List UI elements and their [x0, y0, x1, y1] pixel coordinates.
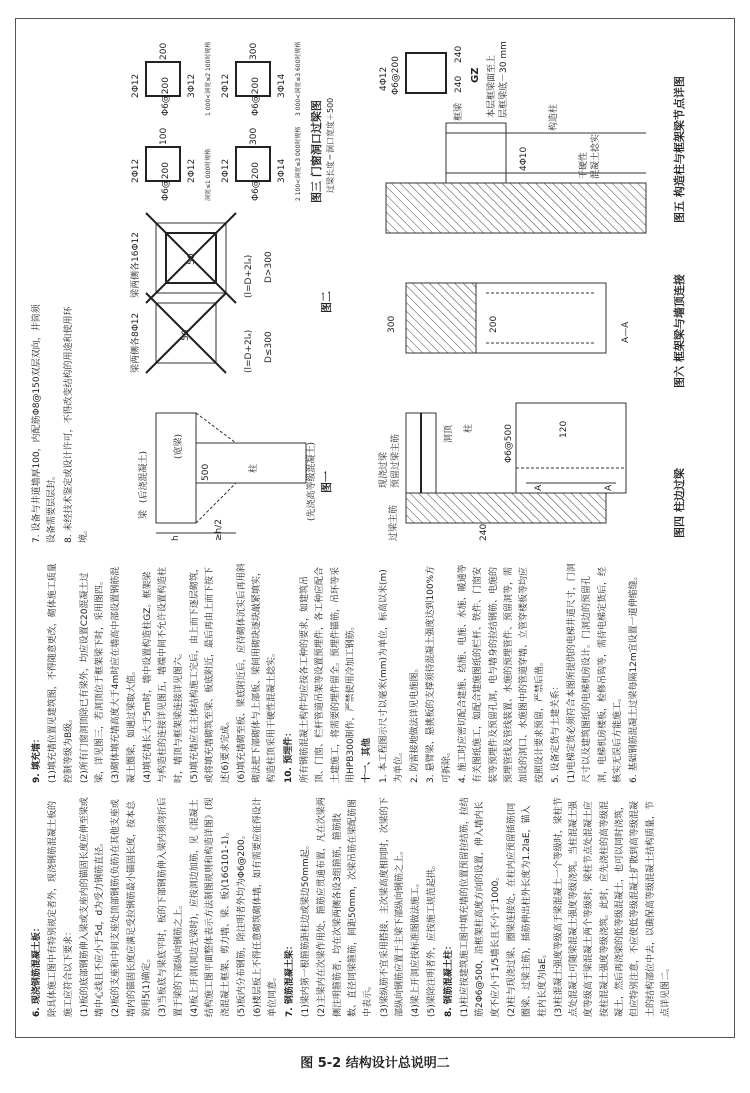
note-paragraph: 十一、其他 — [362, 737, 373, 783]
fig6-section: A—A — [621, 321, 631, 343]
fig4-top: 洞顶 — [444, 424, 454, 443]
lintel-stir-label: Φ6@200 — [251, 162, 261, 201]
lintel-bot-label: 3Φ14 — [277, 73, 287, 98]
note-paragraph: (3)柱混凝土强度等级高于梁混凝土一个等级时，梁柱节点处混凝土可随梁混凝土强度等级浇筑。当柱混凝土强度等级高于梁混凝土两个等级时，梁柱节点处混凝土应按柱混凝土强度等级浇筑。此时，应先浇柱的高等级混凝土，然后再浇梁的低等级混凝土，也可以同时浇筑，但应特别注意，不应使低等级混凝土扩散到高等级混凝土的结构部位中去，以确保高等级混凝土结构质量，节点详见图二。 — [553, 797, 671, 1017]
fig5-240b: 240 — [454, 45, 464, 63]
note-paragraph: (2)柱与现浇过梁、圈梁连接处，在柱内应预留插筋(同圈梁、过梁主筋)，插筋伸出柱外长度为1.2laE，锚入柱内长度为laE。 — [506, 802, 548, 1017]
lintel-dim-label: 300 — [249, 127, 259, 145]
note-paragraph: (1)填充墙位置见建筑图，不得随意更改，砌体施工质量控制等级为B级。 — [48, 563, 74, 783]
lintel-top-label: 2Φ12 — [131, 73, 141, 98]
fig4-main-bar: 过梁主筋 — [389, 504, 399, 541]
note-paragraph: 7. 钢筋混凝土梁： — [284, 941, 295, 1017]
note-paragraph: 所有钢筋混凝土构件均应按各工种的要求，如建筑吊顶、门窗、栏杆管道吊架等设置预埋件，各工种应配合土建施工，将需要的埋件留全。预埋件锚筋，吊环等采用HPB300制作，严禁使用冷加工钢筋。 — [300, 566, 356, 783]
note-paragraph: (1)电梯定货必须符合本图所提供的电梯井道尺寸，门洞尺寸以及建筑图纸的电梯机房设计。门洞边的预留孔洞，电梯机房楼板，检修吊钩等，需待电梯定货后，经核实无误后方能施工。 — [567, 563, 623, 783]
fig1-beam: 梁 — [139, 509, 149, 519]
fig4-a2: A — [604, 484, 614, 491]
figure-4 — [366, 383, 666, 543]
notes-column-1 — [30, 797, 720, 1017]
lintel-top-label: 2Φ12 — [131, 158, 141, 183]
note-paragraph: 2. 防雷接地做法详见电施图。 — [410, 663, 421, 783]
figure-1 — [126, 403, 333, 543]
lintel-stir-label: Φ6@200 — [251, 77, 261, 116]
note-paragraph: (4)填充墙长大于5m时，墙中设置构造柱GZ。框架梁与构造柱的连接详见图五，墙端中间不允许设置构造柱时，墙顶与框架梁连接详见图六。 — [143, 566, 184, 783]
fig6-200: 200 — [489, 315, 499, 333]
figure-3-title: 图三 门窗洞口过梁图 — [310, 100, 323, 203]
fig5-rebar: 4Φ10 — [519, 146, 529, 171]
note-paragraph: 1. 本工程图示尺寸以毫米(mm)为单位，标高以米(m)为单位。 — [378, 569, 404, 783]
note-paragraph: (3)梁纵筋不宜采用搭接，主次梁高度相同时，次梁的下部纵向钢筋应置于主梁下部纵向钢筋之上。 — [379, 797, 405, 1017]
lintel-range-label: 洞宽≤1 000时规格 — [205, 148, 212, 201]
lintel-sections — [126, 33, 306, 203]
notes-column-3 — [30, 303, 89, 543]
figure-2 — [126, 213, 333, 383]
note-paragraph: (6)填充墙砌至板、梁底附近后，应待砌体沉实后再用斜砌法把下部砌体与上部板、梁间用砌块逐块敲紧填实，构造柱顶采用干硬性混凝土捻实。 — [236, 563, 278, 783]
note-paragraph: (5)填充墙应在主体结构施工完后，由上而下逐层砌筑，或将填充墙砌筑至梁、板底附近，最后再由上而下按下述(6)要求完成。 — [189, 563, 231, 783]
note-paragraph: 5. 设备定货与土建关系： — [550, 681, 561, 783]
lintel-top-label: 2Φ12 — [221, 158, 231, 183]
fig2-len-b: (l=D+2lₐ) — [244, 254, 254, 298]
note-paragraph: 10. 预埋件： — [283, 727, 294, 783]
lintel-top-label: 2Φ12 — [221, 73, 231, 98]
note-paragraph: (4)梁上开洞应按标准图做法施工。 — [411, 878, 422, 1017]
fig5-column: 构造柱 — [549, 103, 559, 131]
figure-2-title: 图二 — [320, 291, 333, 313]
figure-2-drawing — [126, 213, 316, 383]
fig4-a1: A — [534, 484, 544, 491]
fig5-note1: 本层框梁面至上 — [487, 54, 497, 118]
lintel-bot-label: 3Φ14 — [277, 158, 287, 183]
notes-column-2 — [30, 563, 720, 783]
fig4-column: 柱 — [464, 423, 474, 433]
fig4-120: 120 — [559, 420, 569, 438]
lintel-section — [216, 38, 304, 118]
fig1-beam-note: (后浇混凝土) — [139, 450, 149, 503]
figure-1-drawing — [126, 403, 316, 543]
rotated-content — [16, 19, 736, 1039]
note-paragraph: (2)所有门窗洞顶除已有梁外，均应设置C20混凝土过梁，详见图三，若洞顶位于框架梁下时，采用图四。 — [79, 572, 106, 783]
fig4-reserved: 预留过梁主筋 — [391, 433, 401, 488]
fig2-d-small: D≤300 — [264, 331, 274, 363]
lintel-stir-label: Φ6@200 — [161, 162, 171, 201]
fig2-len-a: (l=D+2lₐ) — [244, 329, 254, 373]
drawing-sheet — [15, 18, 735, 1038]
figure-1-title: 图一 — [320, 471, 333, 493]
note-paragraph: (2)主梁内在次梁作用处，箍筋应贯通布置，凡在次梁两侧注明箍筋者，均在次梁两侧各设3组箍筋，箍筋肢数、直径同梁箍筋，间距50mm，次梁吊筋在梁配筋图中表示。 — [317, 797, 374, 1017]
fig1-wide-beam: (宽梁) — [174, 433, 184, 459]
fig1-column: 柱 — [249, 463, 259, 473]
note-paragraph: 8. 钢筋混凝土柱： — [443, 941, 454, 1017]
fig1-half-h: ≥h/2 — [214, 518, 224, 541]
note-paragraph: (1)板的底部钢筋伸入梁或支座内的锚固长度应伸至梁或墙中心线且不应小于5d，d为受力钢筋直径。 — [79, 797, 106, 1017]
lintel-bot-label: 3Φ12 — [187, 73, 197, 98]
note-paragraph: 3. 悬臂梁、悬挑板的支撑须待混凝土强度达到100%方可拆除。 — [426, 565, 452, 783]
fig4-240: 240 — [479, 523, 489, 541]
figure-6 — [366, 253, 666, 373]
figure-3-subtitle: 过梁长度＝洞口宽度＋500 — [326, 97, 335, 193]
fig2-d-large: D>300 — [264, 251, 274, 283]
lintel-dim-label: 300 — [249, 42, 259, 60]
fig6-300: 300 — [387, 315, 397, 333]
fig5-gz-rebar: 4Φ12 — [379, 66, 389, 91]
figure-6-drawing — [366, 253, 666, 373]
note-paragraph: (5)板内分布钢筋，除注明者外均为Φ6@200。 — [236, 830, 247, 1017]
lintel-bot-label: 2Φ12 — [187, 158, 197, 183]
lintel-dim-label: 200 — [159, 42, 169, 60]
lintel-section — [216, 123, 304, 203]
figure-3 — [126, 33, 335, 203]
fig4-lintel: 现浇过梁 — [379, 451, 389, 488]
fig5-dry2: 混凝土捻实 — [591, 133, 601, 179]
note-paragraph: 4. 施工时应密切配合建施、结施、电施、水施、暖通等有关图纸施工，如配合建施图纸的栏杆、铁件、门窗安装等预埋件及预留孔洞，电与墙身的拉结钢筋、电施的预埋管线及管线装置、水施的预埋管件、预留洞等，需加设的洞口、水施图中的管道穿墙、立管穿楼板等均应按照设计要求预留，严禁后凿。 — [458, 564, 545, 783]
note-paragraph: (4)板上开洞(洞边无梁时)，应按洞边加筋，见《混凝土结构施工图平面整体表示方法制图规则和构造详图》(现浇混凝土框架、剪力墙、梁、板)(16G101-1)。 — [189, 797, 231, 1017]
lintel-section — [126, 123, 214, 203]
note-paragraph: 7. 设备与井道墙厚100，内配筋Φ8@150双层双向，井筒须设备需要层层封。 — [32, 304, 58, 543]
fig5-dry: 干硬性 — [579, 151, 589, 179]
note-paragraph: (1)柱应按建筑施工图中填充墙的位置预留拉结筋，拉结筋2Φ6@500，沿框架柱高度方向的设置，伸入墙内长度不应小于1/5墙长且不小于1000。 — [460, 797, 501, 1017]
fig5-gz-stirrup: Φ6@200 — [391, 56, 401, 95]
note-paragraph: 8. 未经技术鉴定或设计许可，不得改变结构的用途和使用环境。 — [63, 306, 89, 543]
lintel-section — [126, 38, 214, 118]
fig4-spacing: Φ6@500 — [504, 424, 514, 463]
fig2-dim-b: 50 — [187, 253, 197, 265]
note-paragraph: 6. 基础钢筋混凝土过梁每隔12m宜设置一道伸缩缝。 — [629, 571, 640, 783]
lintel-dim-label: 100 — [159, 127, 169, 145]
figure-caption: 图 5-2 结构设计总说明二 — [300, 1056, 450, 1071]
note-paragraph: (3)砌体填充墙高度大于4m时应在墙高中部设置钢筋混凝土圈梁，如遇过梁取大值。 — [111, 566, 137, 783]
fig5-gz: GZ — [470, 67, 481, 83]
note-paragraph: 9. 填充墙： — [32, 734, 42, 783]
lintel-stir-label: Φ6@200 — [161, 77, 171, 116]
figure-4-drawing — [366, 383, 666, 543]
figure-5 — [366, 33, 666, 243]
figure-5-drawing — [366, 33, 666, 243]
note-paragraph: (3)当板底与梁底平时，板的下部钢筋伸入梁内须弯折后置于梁的下部纵向钢筋之上。 — [158, 797, 184, 1017]
fig2-rebar-b: 梁两侧各16Φ12 — [131, 232, 141, 298]
fig2-dim-a: 50 — [181, 329, 191, 341]
lintel-range-label: 3 000<洞宽≤3 600时规格 — [295, 41, 302, 116]
fig1-column-note: (先浇高等级混凝土) — [307, 441, 317, 521]
lintel-range-label: 1 000<洞宽≤2 100时规格 — [205, 41, 212, 116]
fig1-h: h — [171, 535, 181, 541]
fig5-frame-beam: 框梁 — [454, 102, 464, 121]
figure-5-title: 图五 构造柱与框架梁节点详图 — [673, 76, 686, 223]
fig1-dim: 500 — [201, 463, 211, 481]
note-paragraph: 6. 现浇钢筋混凝土板： — [32, 923, 42, 1017]
note-paragraph: (6)楼层板上不得任意砌筑砌体墙，如有需要应征得设计单位同意。 — [253, 797, 279, 1017]
figure-4-title: 图四 柱边过梁 — [673, 468, 686, 538]
note-paragraph: (5)梁除注明者外，应按施工规范起拱。 — [427, 860, 438, 1017]
lintel-range-label: 2 100<洞宽≤3 000时规格 — [295, 126, 302, 201]
note-paragraph: 除具体施工图中有特别规定者外，现浇钢筋混凝土板的施工应符合以下要求： — [48, 800, 74, 1017]
fig2-rebar-a: 梁两侧各8Φ12 — [131, 312, 141, 373]
figure-area — [126, 33, 716, 543]
note-paragraph: (2)板的支座和中间支座处顶部钢筋(负筋)在其他支座或墙内的锚固长度应满足受拉钢筋最小锚固长度，按本总说明5(1)确定。 — [111, 799, 153, 1017]
note-paragraph: (1)梁内第一根箍筋距柱边或梁边50mm起。 — [301, 840, 312, 1017]
figure-6-title: 图六 框架梁与墙顶连接 — [673, 274, 686, 388]
fig5-240a: 240 — [454, 75, 464, 93]
fig5-note2: 层框梁底－30 mm — [499, 41, 509, 118]
